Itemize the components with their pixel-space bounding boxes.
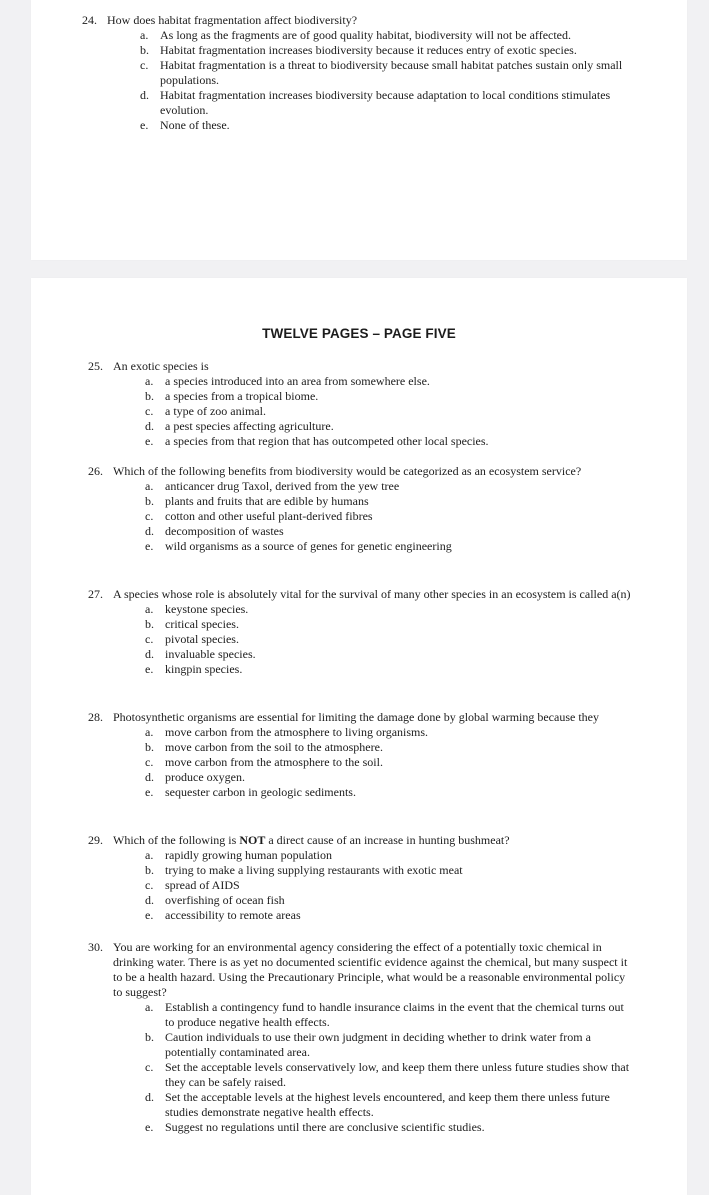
option-c: c. spread of AIDS [145, 878, 240, 892]
option-a: a. keystone species. [145, 602, 249, 616]
question-stem: Which of the following benefits from biodiversity would be categorized as an ecosystem service? [113, 464, 582, 478]
question-number: 24. [82, 13, 97, 27]
answer-options [145, 1000, 633, 1135]
question-number: 29. [88, 833, 103, 847]
answer-options [145, 725, 633, 800]
question-number: 30. [88, 940, 103, 954]
option-d: d. decomposition of wastes [145, 524, 284, 538]
option-a: a. Establish a contingency fund to handle insurance claims in the event that the chemical turns out to produce negative health effects. [145, 1000, 624, 1029]
page-sheet-five [31, 278, 687, 1195]
option-b: b. a species from a tropical biome. [145, 389, 319, 403]
option-b: b. critical species. [145, 617, 239, 631]
answer-options [145, 602, 633, 677]
question-number: 28. [88, 710, 103, 724]
question-27 [88, 587, 633, 677]
option-c: c. Set the acceptable levels conservatively low, and keep them there unless future studies show that they can be safely raised. [145, 1060, 630, 1089]
option-e: e. wild organisms as a source of genes for genetic engineering [145, 539, 452, 553]
page-sheet-previous [31, 0, 687, 260]
question-number: 27. [88, 587, 103, 601]
option-a: a. a species introduced into an area from somewhere else. [145, 374, 430, 388]
option-a: a. anticancer drug Taxol, derived from the yew tree [145, 479, 400, 493]
question-stem: An exotic species is [113, 359, 209, 373]
option-d: d. Habitat fragmentation increases biodiversity because adaptation to local conditions stimulates evolution. [140, 88, 611, 117]
question-stem: A species whose role is absolutely vital for the survival of many other species in an ecosystem is called a(n) [113, 587, 631, 601]
answer-options [140, 28, 642, 133]
question-stem: You are working for an environmental agency considering the effect of a potentially toxic chemical in drinking water. There is as yet no documented scientific evidence against the chemical, but many suspect it to be a health hazard. Using the Precautionary Principle, what would be a reasonable environmental policy to suggest? [113, 940, 628, 999]
option-c: c. Habitat fragmentation is a threat to biodiversity because small habitat patches sustain only small populations. [140, 58, 623, 87]
option-e: e. kingpin species. [145, 662, 243, 676]
option-e: e. a species from that region that has outcompeted other local species. [145, 434, 489, 448]
option-d: d. a pest species affecting agriculture. [145, 419, 334, 433]
question-29 [88, 833, 633, 923]
question-stem: Which of the following is NOT a direct cause of an increase in hunting bushmeat? [113, 833, 510, 847]
option-d: d. overfishing of ocean fish [145, 893, 285, 907]
question-stem: How does habitat fragmentation affect biodiversity? [107, 13, 358, 27]
option-a: a. move carbon from the atmosphere to living organisms. [145, 725, 429, 739]
option-e: e. sequester carbon in geologic sediments. [145, 785, 356, 799]
option-e: e. Suggest no regulations until there are conclusive scientific studies. [145, 1120, 485, 1134]
option-c: c. pivotal species. [145, 632, 239, 646]
answer-options [145, 374, 633, 449]
option-a: a. As long as the fragments are of good quality habitat, biodiversity will not be affected. [140, 28, 572, 42]
answer-options [145, 848, 633, 923]
option-e: e. None of these. [140, 118, 230, 132]
option-b: b. Habitat fragmentation increases biodiversity because it reduces entry of exotic species. [140, 43, 577, 57]
answer-options [145, 479, 633, 554]
option-c: c. move carbon from the atmosphere to the soil. [145, 755, 383, 769]
question-number: 25. [88, 359, 103, 373]
option-b: b. trying to make a living supplying restaurants with exotic meat [145, 863, 463, 877]
option-c: c. cotton and other useful plant-derived fibres [145, 509, 373, 523]
question-number: 26. [88, 464, 103, 478]
question-stem: Photosynthetic organisms are essential for limiting the damage done by global warming because they [113, 710, 599, 724]
question-26 [88, 464, 633, 554]
question-30 [88, 940, 633, 1135]
option-d: d. invaluable species. [145, 647, 256, 661]
option-d: d. produce oxygen. [145, 770, 245, 784]
option-b: b. Caution individuals to use their own judgment in deciding whether to drink water from a potentially contaminated area. [145, 1030, 591, 1059]
page-title: TWELVE PAGES – PAGE FIVE [262, 326, 456, 341]
emphasis-not: NOT [239, 833, 266, 847]
question-28 [88, 710, 633, 800]
option-e: e. accessibility to remote areas [145, 908, 301, 922]
option-d: d. Set the acceptable levels at the highest levels encountered, and keep them there unless future studies demonstrate negative health effects. [145, 1090, 610, 1119]
option-b: b. plants and fruits that are edible by humans [145, 494, 369, 508]
question-24 [82, 13, 642, 133]
option-a: a. rapidly growing human population [145, 848, 332, 862]
option-b: b. move carbon from the soil to the atmosphere. [145, 740, 383, 754]
option-c: c. a type of zoo animal. [145, 404, 266, 418]
question-25 [88, 359, 633, 449]
